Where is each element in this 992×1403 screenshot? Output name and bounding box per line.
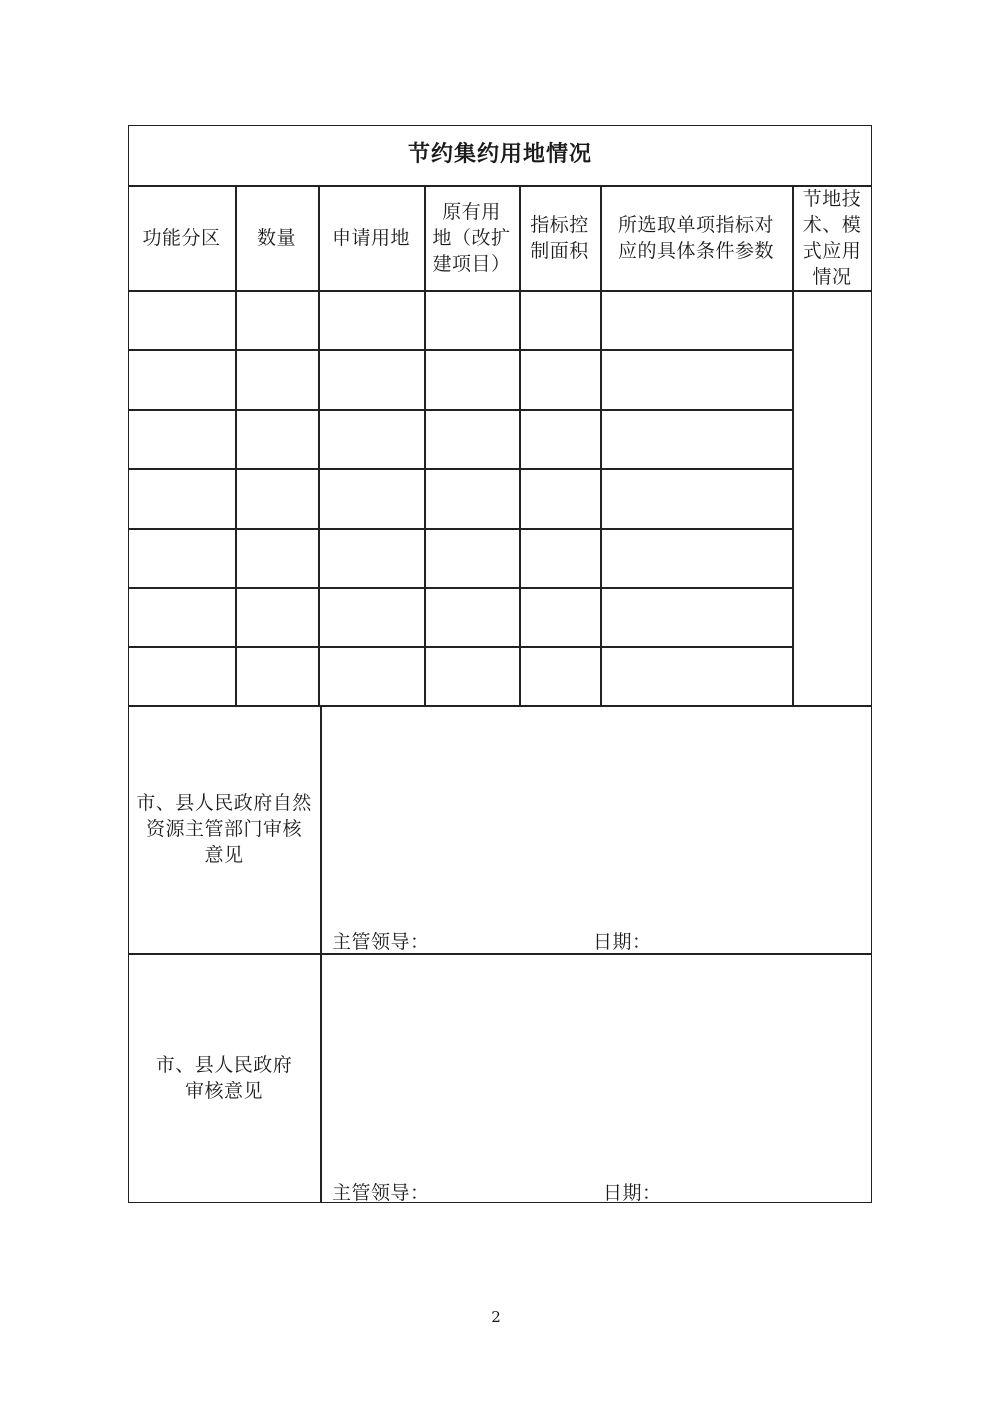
section-title: 节约集约用地情况 — [407, 142, 592, 167]
table-row[interactable] — [130, 530, 234, 586]
col-line-2 — [318, 185, 320, 705]
header-function-zone: 功能分区 — [142, 226, 221, 249]
header-divider — [128, 290, 872, 292]
government-review-label: 市、县人民政府 审核意见 — [155, 1054, 293, 1102]
header-quantity: 数量 — [256, 226, 296, 249]
header-original-land: 原有用 地（改扩 建项目） — [432, 200, 511, 275]
government-review-opinion-area[interactable] — [322, 956, 870, 1168]
government-leader-label: 主管领导： — [332, 1182, 430, 1204]
col-line-1 — [235, 185, 237, 705]
col-line-5 — [600, 185, 602, 705]
col-line-3 — [424, 185, 426, 705]
table-row[interactable] — [130, 351, 234, 408]
page-number: 2 — [491, 1308, 501, 1326]
government-date-label: 日期： — [603, 1182, 662, 1204]
table-row[interactable] — [130, 470, 234, 527]
header-indicator-area: 指标控 制面积 — [530, 213, 589, 262]
header-land-saving-tech: 节地技 术、模 式应用 情况 — [802, 187, 862, 288]
table-row[interactable] — [130, 292, 234, 348]
natural-resources-review-opinion-area[interactable] — [322, 707, 870, 917]
table-row[interactable] — [130, 589, 234, 645]
header-condition-params: 所选取单项指标对 应的具体条件参数 — [617, 213, 774, 262]
natural-resources-date-label: 日期： — [593, 931, 652, 953]
header-applied-land: 申请用地 — [331, 226, 410, 249]
col-line-6 — [792, 185, 794, 705]
col-line-4 — [519, 185, 521, 705]
natural-resources-leader-label: 主管领导： — [332, 931, 430, 953]
table-row[interactable] — [130, 411, 234, 467]
natural-resources-review-label: 市、县人民政府自然 资源主管部门审核 意见 — [136, 792, 312, 866]
table-row[interactable] — [130, 648, 234, 704]
